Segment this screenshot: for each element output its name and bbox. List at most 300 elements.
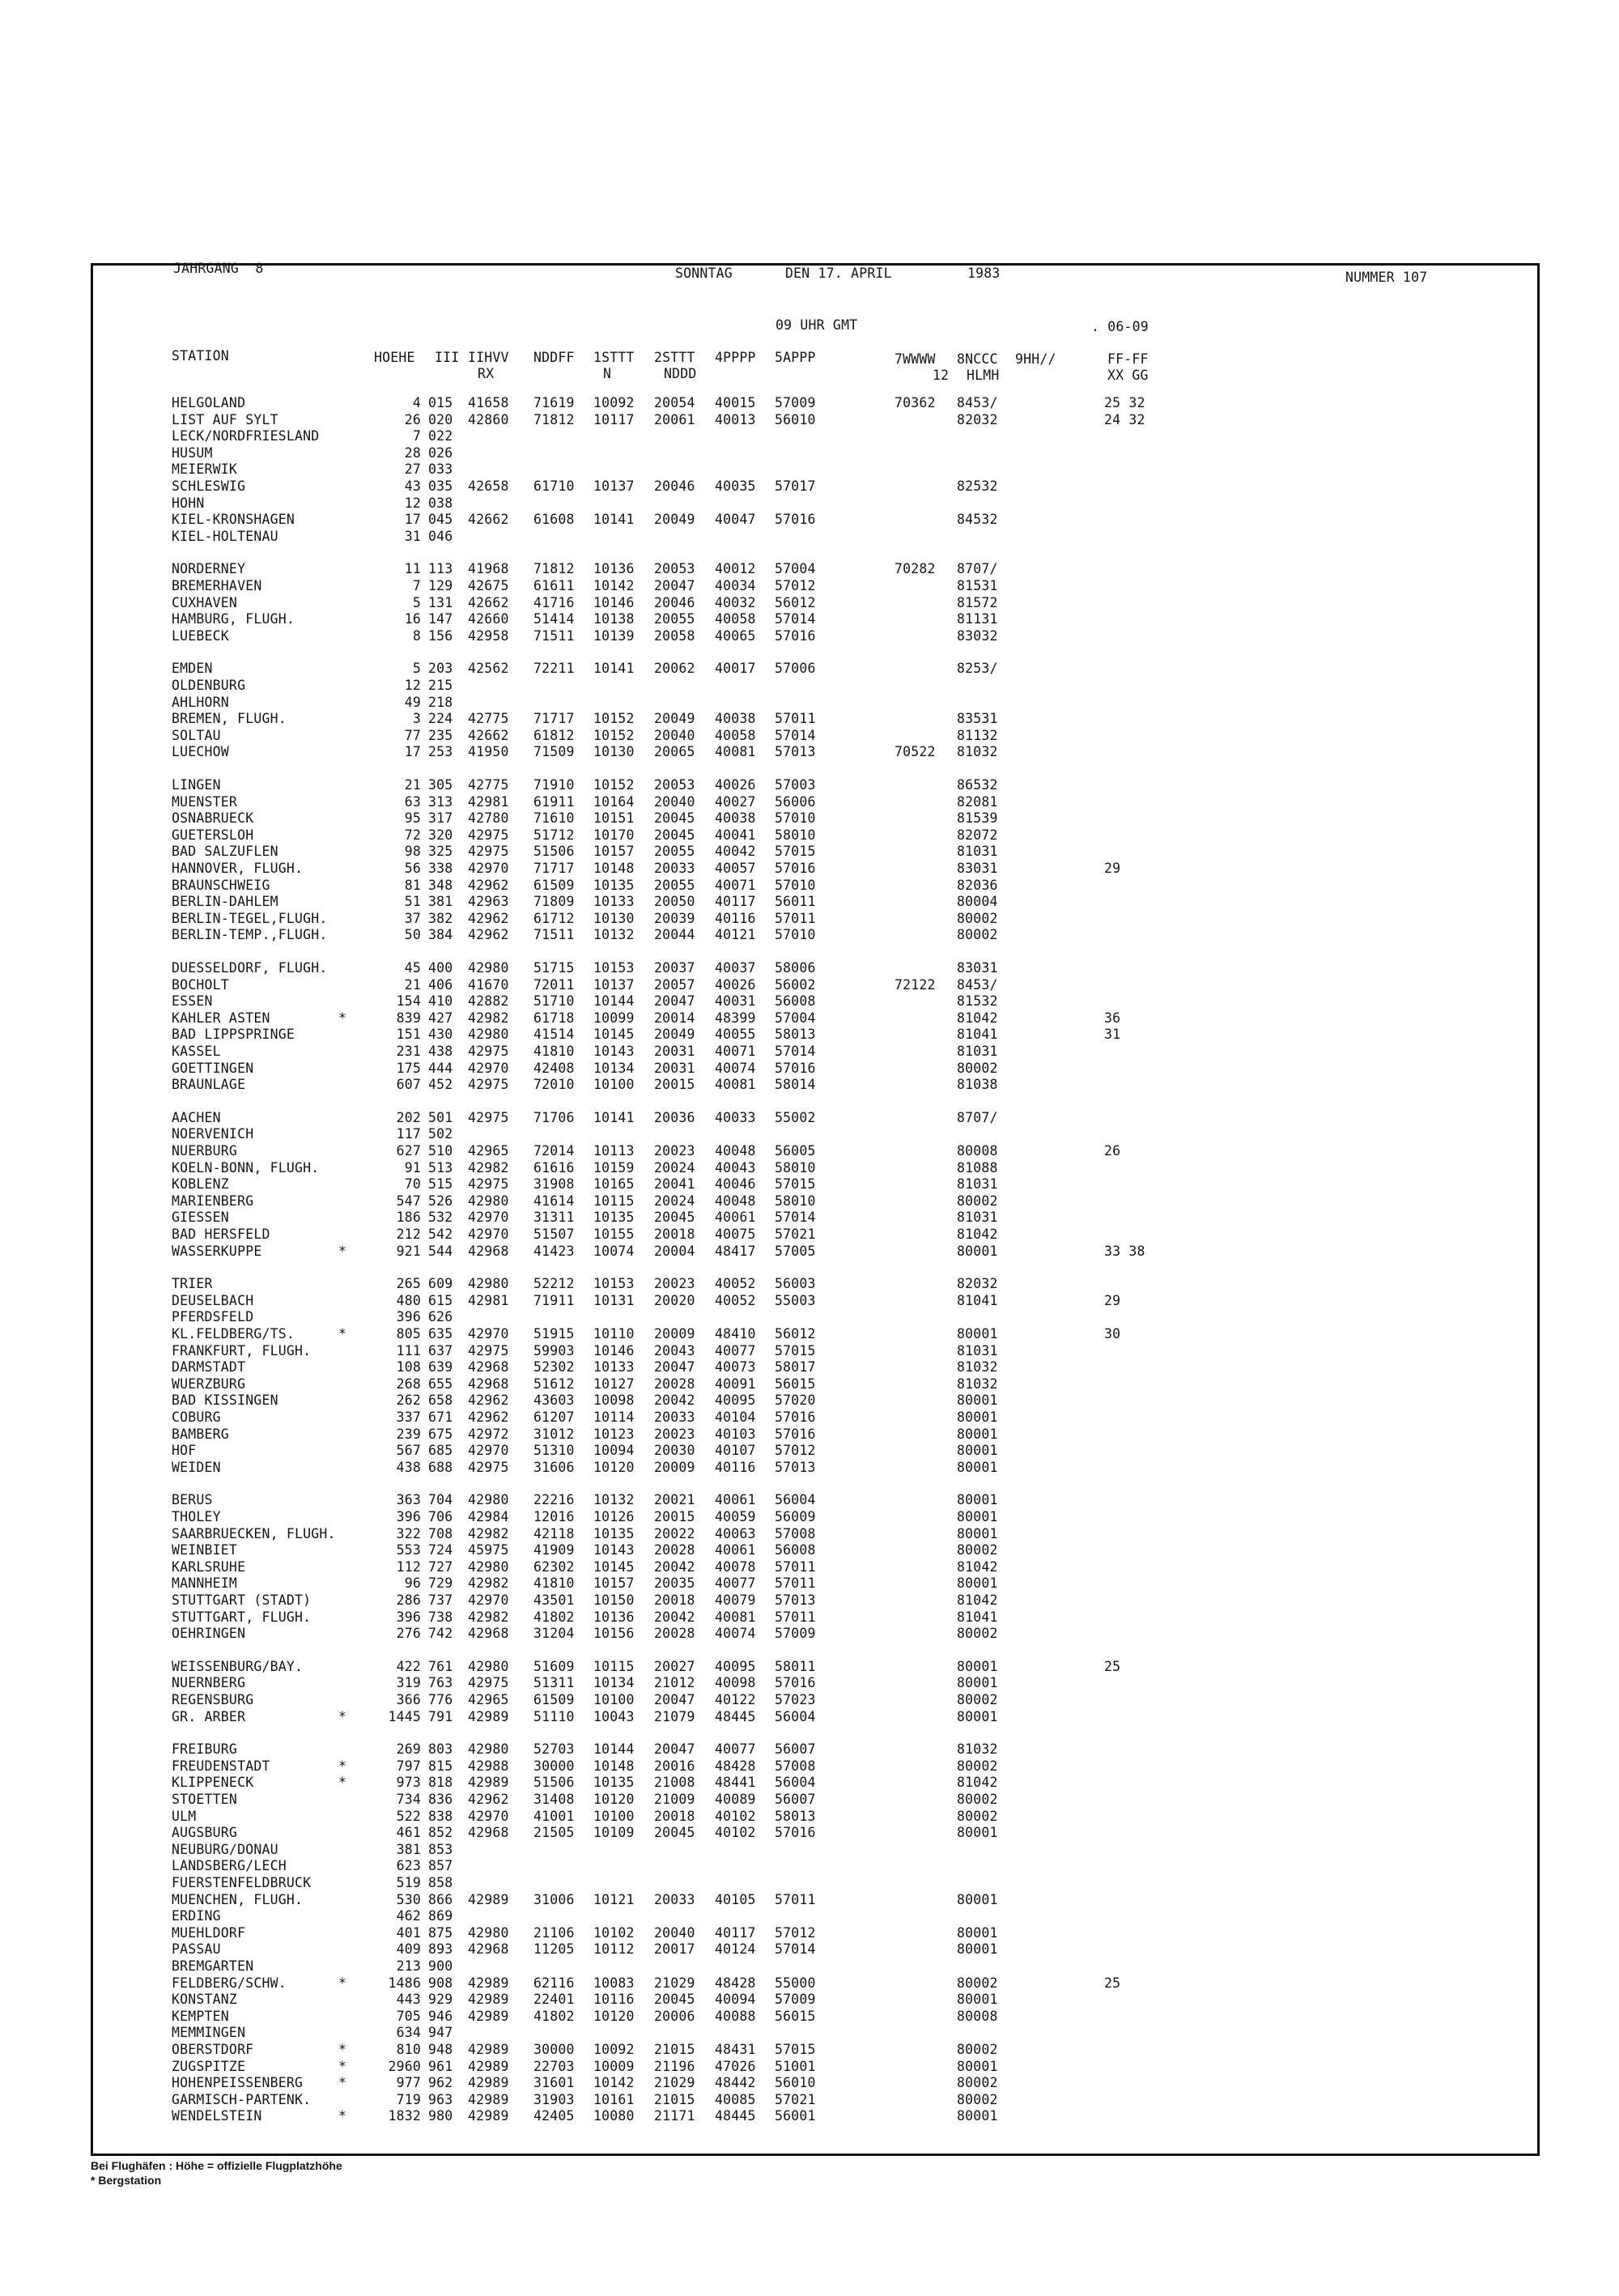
iihvv-value: 42975 (468, 827, 509, 843)
nccc8-value: 81042 (957, 1775, 998, 1791)
table-row (0, 1609, 1619, 1626)
sttt1-value: 10115 (593, 1193, 635, 1209)
iihvv-value: 42970 (468, 1592, 509, 1608)
table-row (0, 861, 1619, 877)
pppp4-value: 40075 (715, 1227, 756, 1242)
sttt2-value: 20006 (654, 2008, 695, 2024)
sttt1-value: 10100 (593, 1692, 635, 1707)
table-row (0, 777, 1619, 793)
appp5-value: 56012 (775, 594, 816, 610)
nccc8-value: 81572 (957, 594, 998, 610)
table-row (0, 1692, 1619, 1708)
nccc8-value: 80001 (957, 2108, 998, 2124)
pppp4-value: 40116 (715, 1459, 756, 1475)
table-row (0, 1426, 1619, 1443)
hoehe-value: 719 (396, 2091, 421, 2107)
nddff-value: 52703 (533, 1741, 575, 1758)
nddff-value: 71812 (533, 561, 575, 577)
station-name: WASSERKUPPE (172, 1243, 262, 1259)
pppp4-value: 40043 (715, 1159, 756, 1176)
iii-value: 961 (428, 2058, 453, 2074)
sttt1-value: 10092 (593, 2042, 635, 2057)
mountain-marker: * (338, 1775, 347, 1791)
iii-value: 033 (428, 461, 453, 478)
hoehe-value: 396 (396, 1309, 421, 1325)
sttt2-value: 20044 (654, 927, 695, 943)
table-row (0, 1741, 1619, 1758)
nddff-value: 61611 (533, 578, 575, 593)
iii-value: 438 (428, 1044, 453, 1059)
nccc8-value: 80008 (957, 2008, 998, 2024)
nddff-value: 41001 (533, 1808, 575, 1824)
station-name: OEHRINGEN (172, 1626, 246, 1642)
pppp4-value: 40042 (715, 844, 756, 860)
col-ff: FF-FF (1107, 351, 1149, 367)
sttt2-value: 21029 (654, 1975, 695, 1991)
station-name: LUEBECK (172, 627, 229, 644)
hoehe-value: 175 (396, 1060, 421, 1076)
table-row (0, 1659, 1619, 1675)
iihvv-value: 42965 (468, 1143, 509, 1159)
nccc8-value: 80001 (957, 1675, 998, 1691)
station-name: HAMBURG, FLUGH. (172, 611, 295, 627)
table-row (0, 1359, 1619, 1375)
pppp4-value: 40047 (715, 512, 756, 528)
pppp4-value: 40026 (715, 976, 756, 993)
iihvv-value: 42962 (468, 877, 509, 893)
time-label: 09 UHR GMT (776, 317, 858, 333)
iihvv-value: 42962 (468, 927, 509, 943)
iii-value: 900 (428, 1958, 453, 1974)
table-row (0, 1027, 1619, 1043)
hoehe-value: 810 (396, 2042, 421, 2057)
hoehe-value: 462 (396, 1908, 421, 1924)
iii-value: 253 (428, 744, 453, 760)
sttt2-value: 20047 (654, 1359, 695, 1375)
sttt2-value: 20023 (654, 1143, 695, 1159)
iihvv-value: 42882 (468, 993, 509, 1010)
station-name: OBERSTDORF (172, 2042, 254, 2057)
mountain-marker: * (338, 2108, 347, 2124)
iii-value: 946 (428, 2008, 453, 2024)
iihvv-value: 42984 (468, 1509, 509, 1524)
appp5-value: 57006 (775, 661, 816, 677)
iii-value: 948 (428, 2042, 453, 2057)
sttt2-value: 20058 (654, 627, 695, 644)
iii-value: 704 (428, 1492, 453, 1508)
pppp4-value: 40078 (715, 1558, 756, 1575)
iii-value: 147 (428, 611, 453, 627)
nccc8-value: 81042 (957, 1558, 998, 1575)
col-hoehe: HOEHE (374, 350, 415, 365)
station-name: KOELN-BONN, FLUGH. (172, 1159, 320, 1176)
table-row (0, 1875, 1619, 1891)
nccc8-value: 81032 (957, 744, 998, 760)
sttt1-value: 10142 (593, 578, 635, 593)
sttt1-value: 10148 (593, 861, 635, 876)
iii-value: 313 (428, 793, 453, 810)
iii-value: 046 (428, 528, 453, 544)
iihvv-value: 42981 (468, 793, 509, 810)
pppp4-value: 40102 (715, 1808, 756, 1824)
table-row (0, 695, 1619, 711)
station-name: SAARBRUECKEN, FLUGH. (172, 1525, 336, 1541)
station-name: ERDING (172, 1908, 221, 1924)
nddff-value: 61712 (533, 910, 575, 926)
hoehe-value: 5 (412, 594, 421, 610)
iii-value: 427 (428, 1010, 453, 1026)
hoehe-value: 154 (396, 993, 421, 1010)
sttt1-value: 10144 (593, 1741, 635, 1758)
pppp4-value: 48410 (715, 1326, 756, 1341)
station-name: KOBLENZ (172, 1176, 229, 1193)
sttt1-value: 10151 (593, 810, 635, 827)
iihvv-value: 42989 (468, 2108, 509, 2124)
nccc8-value: 81032 (957, 1741, 998, 1758)
pppp4-value: 40061 (715, 1542, 756, 1558)
nddff-value: 61509 (533, 1692, 575, 1707)
hoehe-value: 56 (404, 861, 421, 876)
appp5-value: 51001 (775, 2058, 816, 2074)
pppp4-value: 40095 (715, 1658, 756, 1674)
station-name: GIESSEN (172, 1210, 229, 1226)
station-name: HANNOVER, FLUGH. (172, 861, 304, 876)
nddff-value: 31012 (533, 1426, 575, 1442)
nddff-value: 61616 (533, 1159, 575, 1176)
iii-value: 857 (428, 1858, 453, 1874)
sttt2-value: 20053 (654, 777, 695, 793)
hoehe-value: 4 (412, 395, 421, 410)
sttt2-value: 20045 (654, 827, 695, 843)
sttt2-value: 20047 (654, 993, 695, 1010)
iii-value: 742 (428, 1626, 453, 1642)
hoehe-value: 81 (404, 877, 421, 893)
appp5-value: 55003 (775, 1292, 816, 1308)
pppp4-value: 48441 (715, 1775, 756, 1791)
appp5-value: 56008 (775, 993, 816, 1010)
nddff-value: 51506 (533, 844, 575, 860)
hoehe-value: 108 (396, 1359, 421, 1375)
hoehe-value: 634 (396, 2025, 421, 2041)
sttt2-value: 20042 (654, 1558, 695, 1575)
appp5-value: 57003 (775, 777, 816, 793)
nddff-value: 21106 (533, 1924, 575, 1941)
station-name: MEMMINGEN (172, 2025, 246, 2041)
pppp4-value: 40058 (715, 727, 756, 743)
appp5-value: 57016 (775, 627, 816, 644)
pppp4-value: 48431 (715, 2042, 756, 2057)
iii-value: 444 (428, 1060, 453, 1076)
appp5-value: 56011 (775, 894, 816, 910)
ff-value: 29 (1104, 861, 1121, 876)
iihvv-value: 45975 (468, 1542, 509, 1558)
table-row (0, 561, 1619, 577)
sttt2-value: 20020 (654, 1292, 695, 1308)
table-row (0, 810, 1619, 827)
iihvv-value: 42963 (468, 894, 509, 910)
nddff-value: 61718 (533, 1010, 575, 1026)
sttt2-value: 20023 (654, 1276, 695, 1292)
iii-value: 129 (428, 578, 453, 593)
hoehe-value: 977 (396, 2075, 421, 2091)
iii-value: 761 (428, 1658, 453, 1674)
mountain-marker: * (338, 1975, 347, 1991)
iihvv-value: 42980 (468, 960, 509, 976)
iii-value: 836 (428, 1792, 453, 1807)
sttt1-value: 10138 (593, 611, 635, 627)
iii-value: 026 (428, 444, 453, 461)
iihvv-value: 42982 (468, 1159, 509, 1176)
hoehe-value: 269 (396, 1741, 421, 1758)
pppp4-value: 40074 (715, 1060, 756, 1076)
nccc8-value: 81131 (957, 611, 998, 627)
station-name: HUSUM (172, 444, 213, 461)
hoehe-value: 16 (404, 611, 421, 627)
sttt1-value: 10157 (593, 1575, 635, 1592)
table-row (0, 2108, 1619, 2124)
table-row (0, 894, 1619, 910)
sttt1-value: 10132 (593, 1492, 635, 1508)
iii-value: 776 (428, 1692, 453, 1707)
appp5-value: 57011 (775, 1575, 816, 1592)
table-row (0, 1992, 1619, 2008)
appp5-value: 55002 (775, 1109, 816, 1125)
iihvv-value: 42675 (468, 578, 509, 593)
iihvv-value: 42980 (468, 1027, 509, 1043)
iihvv-value: 42975 (468, 1342, 509, 1358)
appp5-value: 57015 (775, 1176, 816, 1193)
nccc8-value: 80002 (957, 1626, 998, 1642)
sttt1-value: 10141 (593, 661, 635, 677)
hoehe-value: 212 (396, 1227, 421, 1242)
jahrgang-label: JAHRGANG 8 (173, 261, 264, 276)
sttt1-value: 10092 (593, 395, 635, 410)
pppp4-value: 40052 (715, 1292, 756, 1308)
nddff-value: 71511 (533, 927, 575, 943)
table-row (0, 1293, 1619, 1309)
sttt1-value: 10113 (593, 1143, 635, 1159)
nddff-value: 51310 (533, 1443, 575, 1459)
col-1sttt-sub: N (603, 366, 612, 381)
nccc8-value: 8253/ (957, 661, 998, 677)
station-name: BAD LIPPSPRINGE (172, 1027, 295, 1043)
station-name: BERLIN-TEGEL,FLUGH. (172, 910, 328, 926)
hoehe-value: 567 (396, 1443, 421, 1459)
iihvv-value: 42975 (468, 1077, 509, 1093)
nccc8-value: 80002 (957, 1060, 998, 1076)
station-name: WEIDEN (172, 1459, 221, 1475)
appp5-value: 56004 (775, 1492, 816, 1508)
appp5-value: 57021 (775, 2091, 816, 2107)
sttt1-value: 10120 (593, 1792, 635, 1807)
mountain-marker: * (338, 1243, 347, 1259)
sttt2-value: 20039 (654, 910, 695, 926)
sttt2-value: 20015 (654, 1077, 695, 1093)
station-name: OLDENBURG (172, 678, 246, 693)
table-row (0, 412, 1619, 428)
nccc8-value: 82072 (957, 827, 998, 843)
sttt2-value: 20028 (654, 1542, 695, 1558)
sttt1-value: 10165 (593, 1176, 635, 1193)
appp5-value: 56012 (775, 1326, 816, 1341)
iihvv-value: 42968 (468, 1375, 509, 1392)
iii-value: 724 (428, 1542, 453, 1558)
appp5-value: 57015 (775, 1342, 816, 1358)
sttt2-value: 21009 (654, 1792, 695, 1807)
hoehe-value: 396 (396, 1609, 421, 1625)
station-name: TRIER (172, 1276, 213, 1292)
iii-value: 382 (428, 910, 453, 926)
sttt2-value: 20043 (654, 1342, 695, 1358)
station-name: EMDEN (172, 661, 213, 677)
hoehe-value: 805 (396, 1326, 421, 1341)
station-name: SCHLESWIG (172, 478, 246, 494)
nccc8-value: 8453/ (957, 976, 998, 993)
station-name: HELGOLAND (172, 395, 246, 410)
col-iii: III (435, 350, 460, 365)
table-row (0, 1110, 1619, 1126)
footnote-mountain: * Bergstation (91, 2174, 162, 2187)
iii-value: 348 (428, 877, 453, 893)
table-row (0, 1061, 1619, 1077)
iihvv-value: 42980 (468, 1193, 509, 1209)
iii-value: 639 (428, 1359, 453, 1375)
sttt1-value: 10133 (593, 1359, 635, 1375)
appp5-value: 58013 (775, 1808, 816, 1824)
iii-value: 156 (428, 627, 453, 644)
appp5-value: 57016 (775, 1426, 816, 1442)
appp5-value: 57013 (775, 744, 816, 760)
col-9hh: 9HH// (1015, 351, 1056, 367)
nddff-value: 71706 (533, 1109, 575, 1125)
station-name: BAMBERG (172, 1426, 229, 1442)
sttt2-value: 20040 (654, 727, 695, 743)
sttt1-value: 10153 (593, 960, 635, 976)
hoehe-value: 72 (404, 827, 421, 843)
pppp4-value: 40089 (715, 1792, 756, 1807)
appp5-value: 56005 (775, 1143, 816, 1159)
nccc8-value: 80001 (957, 1443, 998, 1459)
appp5-value: 57008 (775, 1758, 816, 1774)
nddff-value: 51712 (533, 827, 575, 843)
station-name: MARIENBERG (172, 1193, 254, 1209)
pppp4-value: 40038 (715, 810, 756, 827)
pppp4-value: 48445 (715, 2108, 756, 2124)
appp5-value: 57016 (775, 861, 816, 876)
hoehe-value: 381 (396, 1841, 421, 1857)
sttt2-value: 20061 (654, 411, 695, 427)
iihvv-value: 42981 (468, 1292, 509, 1308)
pppp4-value: 40103 (715, 1426, 756, 1442)
nccc8-value: 80002 (957, 1792, 998, 1807)
date-label: DEN 17. APRIL (785, 266, 892, 281)
sttt2-value: 20045 (654, 1825, 695, 1841)
pppp4-value: 40117 (715, 894, 756, 910)
iii-value: 838 (428, 1808, 453, 1824)
table-row (0, 1460, 1619, 1476)
table-row (0, 529, 1619, 545)
nccc8-value: 80004 (957, 894, 998, 910)
ff-value: 31 (1104, 1027, 1121, 1043)
station-name: NUERNBERG (172, 1675, 246, 1691)
appp5-value: 57016 (775, 1675, 816, 1691)
sttt2-value: 21029 (654, 2075, 695, 2091)
appp5-value: 57010 (775, 927, 816, 943)
sttt1-value: 10148 (593, 1758, 635, 1774)
table-row (0, 1559, 1619, 1575)
pppp4-value: 40077 (715, 1741, 756, 1758)
nccc8-value: 82032 (957, 1276, 998, 1292)
iihvv-value: 42660 (468, 611, 509, 627)
station-name: GARMISCH-PARTENK. (172, 2091, 312, 2107)
iihvv-value: 42989 (468, 1992, 509, 2008)
table-row (0, 1509, 1619, 1525)
pppp4-value: 40088 (715, 2008, 756, 2024)
nccc8-value: 81532 (957, 993, 998, 1010)
station-name: HOHENPEISSENBERG (172, 2075, 304, 2091)
station-name: KONSTANZ (172, 1992, 238, 2008)
table-row (0, 1276, 1619, 1292)
iii-value: 763 (428, 1675, 453, 1691)
nddff-value: 52302 (533, 1359, 575, 1375)
nddff-value: 11205 (533, 1941, 575, 1958)
station-name: THOLEY (172, 1509, 221, 1524)
hoehe-value: 37 (404, 910, 421, 926)
nccc8-value: 83531 (957, 711, 998, 727)
nddff-value: 41514 (533, 1027, 575, 1043)
nccc8-value: 80001 (957, 1924, 998, 1941)
table-row (0, 1010, 1619, 1027)
table-row (0, 628, 1619, 644)
table-row (0, 1227, 1619, 1243)
iihvv-value: 42980 (468, 1741, 509, 1758)
appp5-value: 57012 (775, 578, 816, 593)
table-row (0, 1941, 1619, 1958)
iii-value: 544 (428, 1243, 453, 1259)
sttt2-value: 20057 (654, 976, 695, 993)
appp5-value: 57009 (775, 1992, 816, 2008)
iii-value: 815 (428, 1758, 453, 1774)
sttt2-value: 21008 (654, 1775, 695, 1791)
nccc8-value: 80002 (957, 910, 998, 926)
appp5-value: 57011 (775, 910, 816, 926)
sttt1-value: 10156 (593, 1626, 635, 1642)
nddff-value: 71619 (533, 395, 575, 410)
wwww7-value: 70522 (894, 744, 936, 760)
nccc8-value: 80001 (957, 1509, 998, 1524)
nddff-value: 71910 (533, 777, 575, 793)
sttt2-value: 20028 (654, 1626, 695, 1642)
nddff-value: 30000 (533, 1758, 575, 1774)
hoehe-value: 547 (396, 1193, 421, 1209)
table-row (0, 495, 1619, 512)
iihvv-value: 42980 (468, 1492, 509, 1508)
iihvv-value: 42962 (468, 1792, 509, 1807)
sttt2-value: 20036 (654, 1109, 695, 1125)
col-5appp: 5APPP (775, 350, 816, 365)
pppp4-value: 40071 (715, 877, 756, 893)
mountain-marker: * (338, 1326, 347, 1341)
pppp4-value: 40095 (715, 1392, 756, 1409)
iii-value: 526 (428, 1193, 453, 1209)
iihvv-value: 42965 (468, 1692, 509, 1707)
iii-value: 893 (428, 1941, 453, 1958)
sttt2-value: 21012 (654, 1675, 695, 1691)
sttt2-value: 20033 (654, 861, 695, 876)
iihvv-value: 42970 (468, 1060, 509, 1076)
appp5-value: 57017 (775, 478, 816, 494)
iii-value: 400 (428, 960, 453, 976)
